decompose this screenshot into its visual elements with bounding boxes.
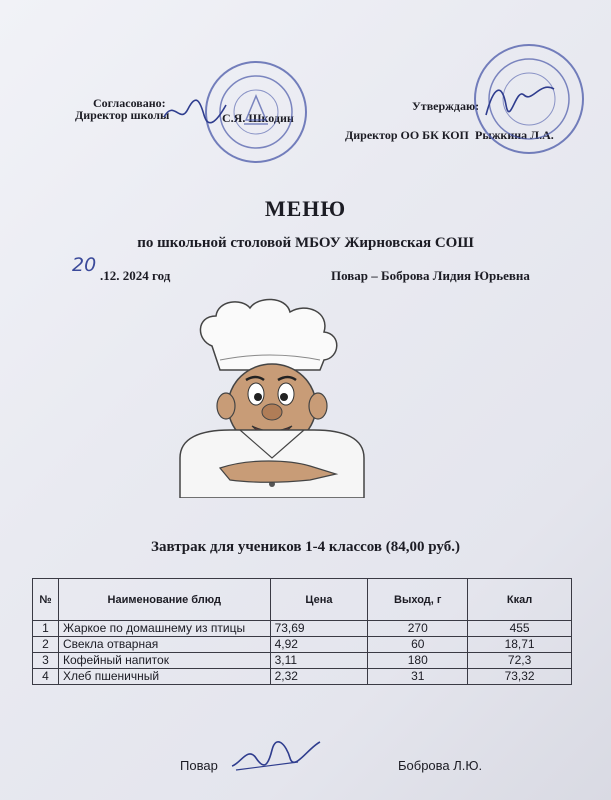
dish-yield: 60 xyxy=(368,637,468,653)
row-number: 1 xyxy=(33,621,59,637)
column-header-price: Цена xyxy=(270,579,368,621)
row-number: 3 xyxy=(33,653,59,669)
approval-label: Согласовано: xyxy=(93,96,166,110)
approval-role: Директор школы xyxy=(75,108,170,122)
table-row xyxy=(33,621,572,637)
dish-price: 2,32 xyxy=(270,669,368,685)
column-header-yield: Выход, г xyxy=(368,579,468,621)
page-title: МЕНЮ xyxy=(264,196,347,221)
dish-yield: 180 xyxy=(368,653,468,669)
approve-label: Утверждаю: xyxy=(412,99,480,113)
approve-role: Директор ОО БК КОП xyxy=(345,128,469,142)
dish-yield: 31 xyxy=(368,669,468,685)
cook-label: Повар – Боброва Лидия Юрьевна xyxy=(331,268,530,283)
dish-price: 4,92 xyxy=(270,637,368,653)
column-header-dish: Наименование блюд xyxy=(58,579,270,621)
date-label: .12. 2024 год xyxy=(100,268,171,283)
table-row xyxy=(33,653,572,669)
dish-price: 73,69 xyxy=(270,621,368,637)
dish-name: Свекла отварная xyxy=(58,637,270,653)
dish-name: Хлеб пшеничный xyxy=(58,669,270,685)
dish-name: Жаркое по домашнему из птицы xyxy=(58,621,270,637)
meal-title: Завтрак для учеников 1-4 классов (84,00 руб.) xyxy=(151,539,460,555)
row-number: 2 xyxy=(33,637,59,653)
dish-price: 3,11 xyxy=(270,653,368,669)
table-row xyxy=(33,637,572,653)
dish-kcal: 455 xyxy=(468,621,572,637)
cook-signature xyxy=(228,736,324,776)
table-row xyxy=(33,669,572,685)
approve-name: Рыжкина Л.А. xyxy=(475,128,554,142)
column-header-number: № xyxy=(33,579,59,621)
menu-table xyxy=(32,578,572,685)
director-signature xyxy=(160,95,230,130)
dish-name: Кофейный напиток xyxy=(58,653,270,669)
dish-kcal: 72,3 xyxy=(468,653,572,669)
dish-yield: 270 xyxy=(368,621,468,637)
chef-illustration xyxy=(160,298,390,498)
dish-kcal: 18,71 xyxy=(468,637,572,653)
row-number: 4 xyxy=(33,669,59,685)
cook-signature-name: Боброва Л.Ю. xyxy=(398,758,483,773)
table-header-row xyxy=(33,579,572,621)
dish-kcal: 73,32 xyxy=(468,669,572,685)
cook-signature-label: Повар xyxy=(180,758,218,773)
date-handwritten: 20 xyxy=(72,254,97,276)
page-subtitle: по школьной столовой МБОУ Жирновская СОШ xyxy=(137,235,474,251)
head-signature xyxy=(480,75,560,125)
column-header-kcal: Ккал xyxy=(468,579,572,621)
approval-name: С.Я. Шкодин xyxy=(222,111,294,125)
